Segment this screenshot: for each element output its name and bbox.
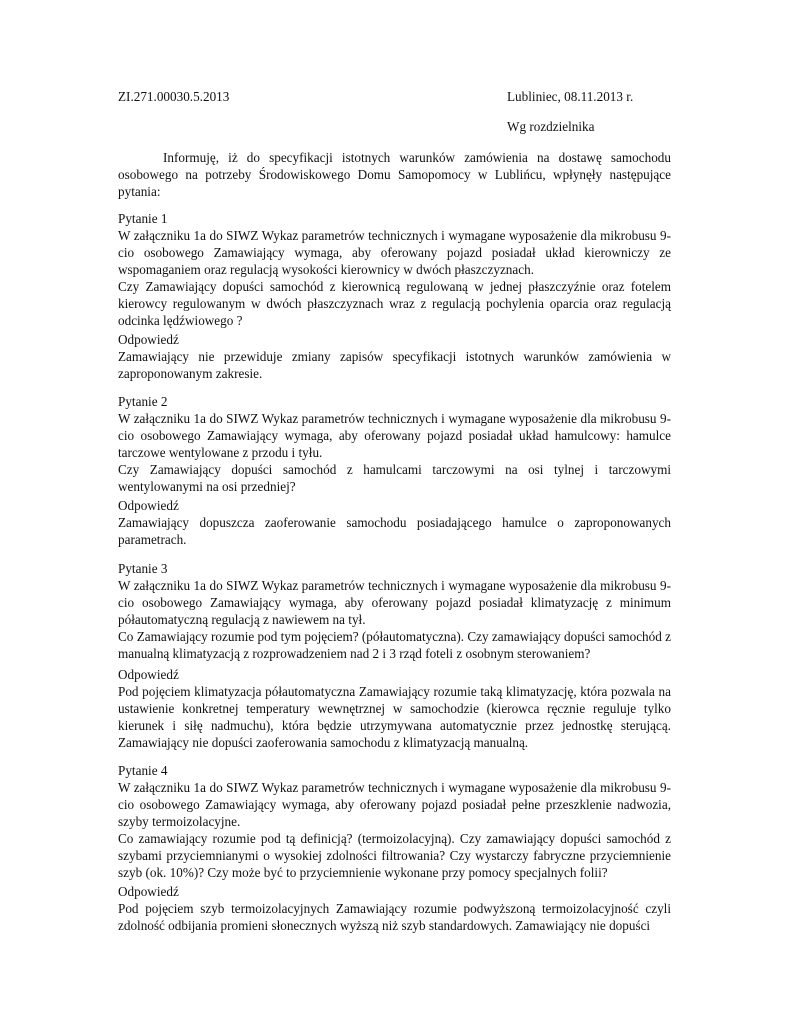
question-text: Co zamawiający rozumie pod tą definicją? (termoizolacyjną). Czy zamawiający dopuści samochód z szybami przyciemnianymi o wysokiej zdolności filtrowania? Czy wystarczy fabryczne przyciemnienie szyb (ok. 10%)? Czy może być to przyciemnienie wykonane przy pomocy specjalnych folii? (118, 831, 671, 880)
reference-number: ZI.271.00030.5.2013 (118, 89, 230, 104)
place-and-date: Lubliniec, 08.11.2013 r. (507, 89, 634, 104)
answer-1 (118, 331, 671, 382)
question-3 (118, 560, 671, 662)
answer-text: Pod pojęciem szyb termoizolacyjnych Zamawiający rozumie podwyższoną termoizolacyjność czyli zdolność odbijania promieni słonecznych wyższą niż szyb standardowych. Zamawiający nie dopuści (118, 901, 671, 933)
distribution-note: Wg rozdzielnika (507, 119, 595, 134)
answer-text: Zamawiający dopuszcza zaoferowanie samochodu posiadającego hamulce o zaproponowanych parametrach. (118, 515, 671, 547)
question-label: Pytanie 1 (118, 211, 168, 226)
answer-label: Odpowiedź (118, 498, 179, 513)
answer-4 (118, 883, 671, 934)
question-label: Pytanie 3 (118, 561, 168, 576)
answer-label: Odpowiedź (118, 332, 179, 347)
question-text: Czy Zamawiający dopuści samochód z kierownicą regulowaną w jednej płaszczyźnie oraz fotelem kierowcy regulowanym w dwóch płaszczyznach wraz z regulacją pochylenia oparcia oraz regulacją odcinka lędźwiowego ? (118, 279, 671, 328)
answer-text: Zamawiający nie przewiduje zmiany zapisów specyfikacji istotnych warunków zamówienia w zaproponowanym zakresie. (118, 349, 671, 381)
question-text: W załączniku 1a do SIWZ Wykaz parametrów technicznych i wymagane wyposażenie dla mikrobusu 9-cio osobowego Zamawiający wymaga, aby oferowany pojazd posiadał układ hamulcowy: hamulce tarczowe wentylowane z przodu i tyłu. (118, 411, 671, 460)
answer-label: Odpowiedź (118, 667, 179, 682)
question-text: W załączniku 1a do SIWZ Wykaz parametrów technicznych i wymagane wyposażenie dla mikrobusu 9-cio osobowego Zamawiający wymaga, aby oferowany pojazd posiadał układ kierowniczy ze wspomaganiem oraz regulacją wysokości kierownicy w dwóch płaszczyznach. (118, 228, 671, 277)
question-4 (118, 762, 671, 881)
question-label: Pytanie 4 (118, 763, 168, 778)
question-text: W załączniku 1a do SIWZ Wykaz parametrów technicznych i wymagane wyposażenie dla mikrobusu 9-cio osobowego Zamawiający wymaga, aby oferowany pojazd posiadał klimatyzację z minimum półautomatyczną regulacją z nawiewem na tył. (118, 578, 671, 627)
answer-label: Odpowiedź (118, 884, 179, 899)
answer-3 (118, 666, 671, 751)
answer-2 (118, 497, 671, 548)
answer-text: Pod pojęciem klimatyzacja półautomatyczna Zamawiający rozumie taką klimatyzację, która pozwala na ustawienie konkretnej temperatury wewnętrznej w samochodzie (kierowca ręcznie reguluje tylko kierunek i siłę nadmuchu), która będzie utrzymywana automatycznie przez jednostkę sterującą. Zamawiający nie dopuści zaoferowania samochodu z klimatyzacją manualną. (118, 684, 671, 750)
question-text: Co Zamawiający rozumie pod tym pojęciem? (półautomatyczna). Czy zamawiający dopuści samochód z manualną klimatyzacją z rozprowadzeniem nad 2 i 3 rząd foteli z osobnym sterowaniem? (118, 629, 671, 661)
question-1 (118, 210, 671, 329)
question-text: W załączniku 1a do SIWZ Wykaz parametrów technicznych i wymagane wyposażenie dla mikrobusu 9-cio osobowego Zamawiający wymaga, aby oferowany pojazd posiadał pełne przeszklenie nadwozia, szyby termoizolacyjne. (118, 780, 671, 829)
question-2 (118, 393, 671, 495)
intro-paragraph: Informuję, iż do specyfikacji istotnych warunków zamówienia na dostawę samochodu osobowego na potrzeby Środowiskowego Domu Samopomocy w Lublińcu, wpłynęły następujące pytania: (118, 150, 671, 199)
question-text: Czy Zamawiający dopuści samochód z hamulcami tarczowymi na osi tylnej i tarczowymi wentylowanymi na osi przedniej? (118, 462, 671, 494)
question-label: Pytanie 2 (118, 394, 168, 409)
